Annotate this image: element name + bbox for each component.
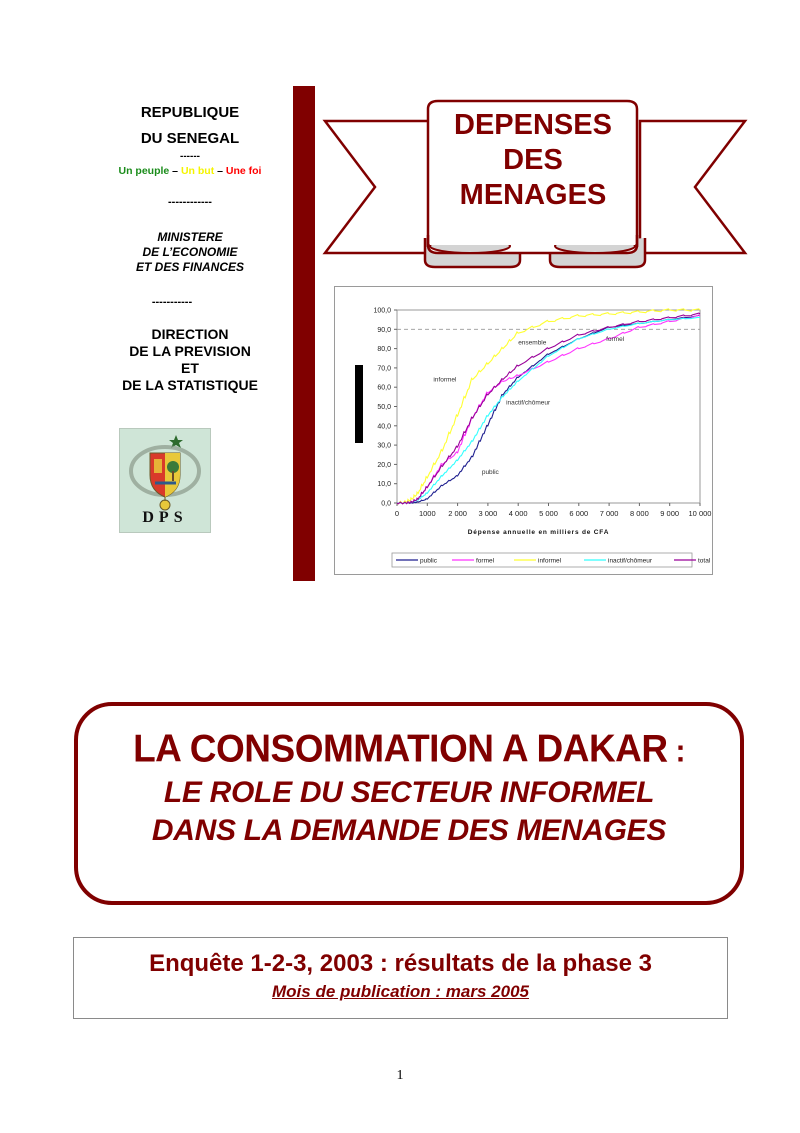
legend-label: total xyxy=(698,557,711,565)
survey-title: Enquête 1-2-3, 2003 : résultats de la phase 3 xyxy=(149,950,652,977)
x-axis-label: Dépense annuelle en milliers de CFA xyxy=(467,529,610,536)
x-tick-label: 7 000 xyxy=(599,509,619,518)
motto-part-3: Une foi xyxy=(225,165,262,177)
publication-date-text: Mois de publication : mars 2005 xyxy=(272,982,529,1001)
banner-line: DES xyxy=(503,144,563,176)
y-tick-label: 90,0 xyxy=(377,326,391,334)
direction-line: ET xyxy=(181,360,199,376)
direction-line: DE LA STATISTIQUE xyxy=(122,377,258,393)
main-title-colon: : xyxy=(667,734,685,769)
subtitle-line-2: DANS LA DEMANDE DES MENAGES xyxy=(151,814,667,847)
x-tick-label: 1000 xyxy=(418,509,436,518)
x-tick-label: 10 000 xyxy=(688,509,712,518)
cumulative-expenditure-chart xyxy=(334,286,713,575)
main-title-text: LA CONSOMMATION A DAKAR xyxy=(133,726,668,770)
ministry-block xyxy=(90,230,290,275)
direction-block xyxy=(90,326,290,394)
national-motto xyxy=(80,165,300,177)
x-tick-label: 5 000 xyxy=(539,509,558,518)
country-line-1: REPUBLIQUE xyxy=(140,104,240,121)
y-tick-label: 40,0 xyxy=(377,423,391,431)
y-tick-label: 80,0 xyxy=(377,346,391,354)
direction-line: DE LA PREVISION xyxy=(129,343,251,359)
series-annotation: ensemble xyxy=(518,339,547,347)
series-line-inactif-ch-meur xyxy=(397,317,700,503)
legend-label: public xyxy=(420,557,437,565)
series-annotation: formel xyxy=(606,335,625,343)
separator: ------ xyxy=(180,151,200,162)
y-tick-label: 30,0 xyxy=(377,442,391,450)
x-tick-label: 9 000 xyxy=(660,509,680,518)
legend-label: informel xyxy=(538,557,562,565)
banner-title xyxy=(428,108,638,213)
logo-label: DPS xyxy=(142,509,188,526)
country-line-2: DU SENEGAL xyxy=(140,130,240,147)
series-annotation: public xyxy=(481,469,499,477)
direction-line: DIRECTION xyxy=(151,326,229,342)
series-annotation: informel xyxy=(433,376,457,384)
y-tick-label: 70,0 xyxy=(377,365,391,373)
ministry-line: DE L’ECONOMIE xyxy=(142,245,238,259)
banner-line: DEPENSES xyxy=(454,109,612,141)
motto-part-2: Un but xyxy=(180,165,215,177)
y-tick-label: 50,0 xyxy=(377,404,391,411)
motto-part-1: Un peuple xyxy=(118,165,170,177)
decorative-vertical-bar xyxy=(293,86,315,581)
ministry-line: ET DES FINANCES xyxy=(135,260,244,274)
series-annotation: inactif/chômeur xyxy=(506,399,551,407)
main-title xyxy=(74,727,744,771)
x-tick-label: 8 000 xyxy=(630,509,649,518)
page-number: 1 xyxy=(396,1068,404,1083)
x-tick-label: 3 000 xyxy=(478,509,498,518)
x-tick-label: 0 xyxy=(394,509,400,518)
dps-logo xyxy=(119,428,211,533)
ministry-line: MINISTERE xyxy=(157,230,223,244)
banner-line: MENAGES xyxy=(459,179,607,211)
motto-dash: – xyxy=(214,165,226,177)
motto-dash: – xyxy=(169,165,181,177)
legend-label: formel xyxy=(476,557,495,565)
y-tick-label: 20,0 xyxy=(377,461,391,469)
y-tick-label: 100,0 xyxy=(373,307,391,315)
x-tick-label: 2 000 xyxy=(448,509,467,518)
separator: ------------ xyxy=(168,196,212,208)
x-tick-label: 6 000 xyxy=(569,509,589,518)
publication-date xyxy=(73,982,728,1002)
y-tick-label: 0,0 xyxy=(381,500,391,508)
y-tick-label: 60,0 xyxy=(377,384,391,392)
x-tick-label: 4 000 xyxy=(508,509,528,518)
legend-label: inactif/chômeur xyxy=(608,557,653,565)
subtitle-line-1: LE ROLE DU SECTEUR INFORMEL xyxy=(163,776,655,809)
y-tick-label: 10,0 xyxy=(377,481,391,489)
separator: ----------- xyxy=(151,296,193,308)
